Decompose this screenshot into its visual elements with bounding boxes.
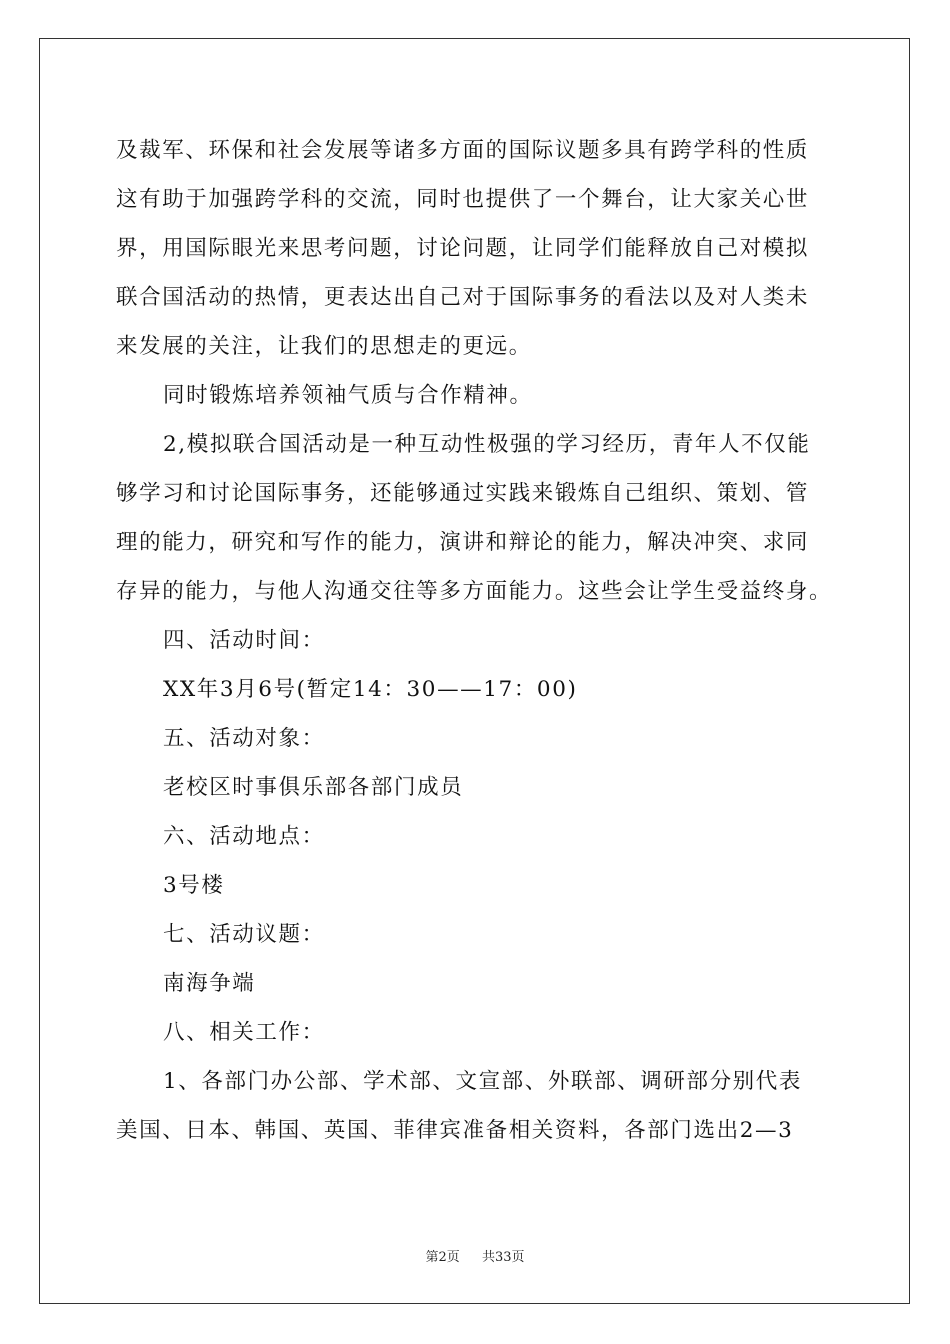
page-total: 共33页 <box>482 1250 525 1265</box>
text-line: 美国、日本、韩国、英国、菲律宾准备相关资料，各部门选出2—3 <box>116 1118 794 1143</box>
section-heading: 四、活动时间： <box>163 628 325 653</box>
text-line: 来发展的关注，让我们的思想走的更远。 <box>116 334 532 359</box>
text-line: 联合国活动的热情，更表达出自己对于国际事务的看法以及对人类未 <box>116 285 810 310</box>
section-heading: 七、活动议题： <box>163 922 325 947</box>
text-line: 理的能力，研究和写作的能力，演讲和辩论的能力，解决冲突、求同 <box>116 530 810 555</box>
section-heading: 八、相关工作： <box>163 1020 325 1045</box>
text-line: 及裁军、环保和社会发展等诸多方面的国际议题多具有跨学科的性质 <box>116 138 810 163</box>
section-heading: 六、活动地点： <box>163 824 325 849</box>
paragraph-line: 3号楼 <box>163 873 225 898</box>
paragraph-line: 南海争端 <box>163 971 256 996</box>
text-line: 够学习和讨论国际事务，还能够通过实践来锻炼自己组织、策划、管 <box>116 481 810 506</box>
document-body <box>116 126 836 1155</box>
text-line: 这有助于加强跨学科的交流，同时也提供了一个舞台，让大家关心世 <box>116 187 810 212</box>
paragraph-line: 1、各部门办公部、学术部、文宣部、外联部、调研部分别代表 <box>163 1069 802 1094</box>
paragraph-line: 老校区时事俱乐部各部门成员 <box>163 775 464 800</box>
text-line: 存异的能力，与他人沟通交往等多方面能力。这些会让学生受益终身。 <box>116 579 833 604</box>
paragraph-line: XX年3月6号(暂定14：30——17：00) <box>163 677 578 702</box>
page-number: 第2页 <box>425 1250 460 1265</box>
section-heading: 五、活动对象： <box>163 726 325 751</box>
paragraph-line: 同时锻炼培养领袖气质与合作精神。 <box>163 383 533 408</box>
page-footer <box>0 1246 950 1265</box>
text-line: 界，用国际眼光来思考问题，讨论问题，让同学们能释放自己对模拟 <box>116 236 810 261</box>
paragraph-line: 2,模拟联合国活动是一种互动性极强的学习经历，青年人不仅能 <box>163 432 811 457</box>
